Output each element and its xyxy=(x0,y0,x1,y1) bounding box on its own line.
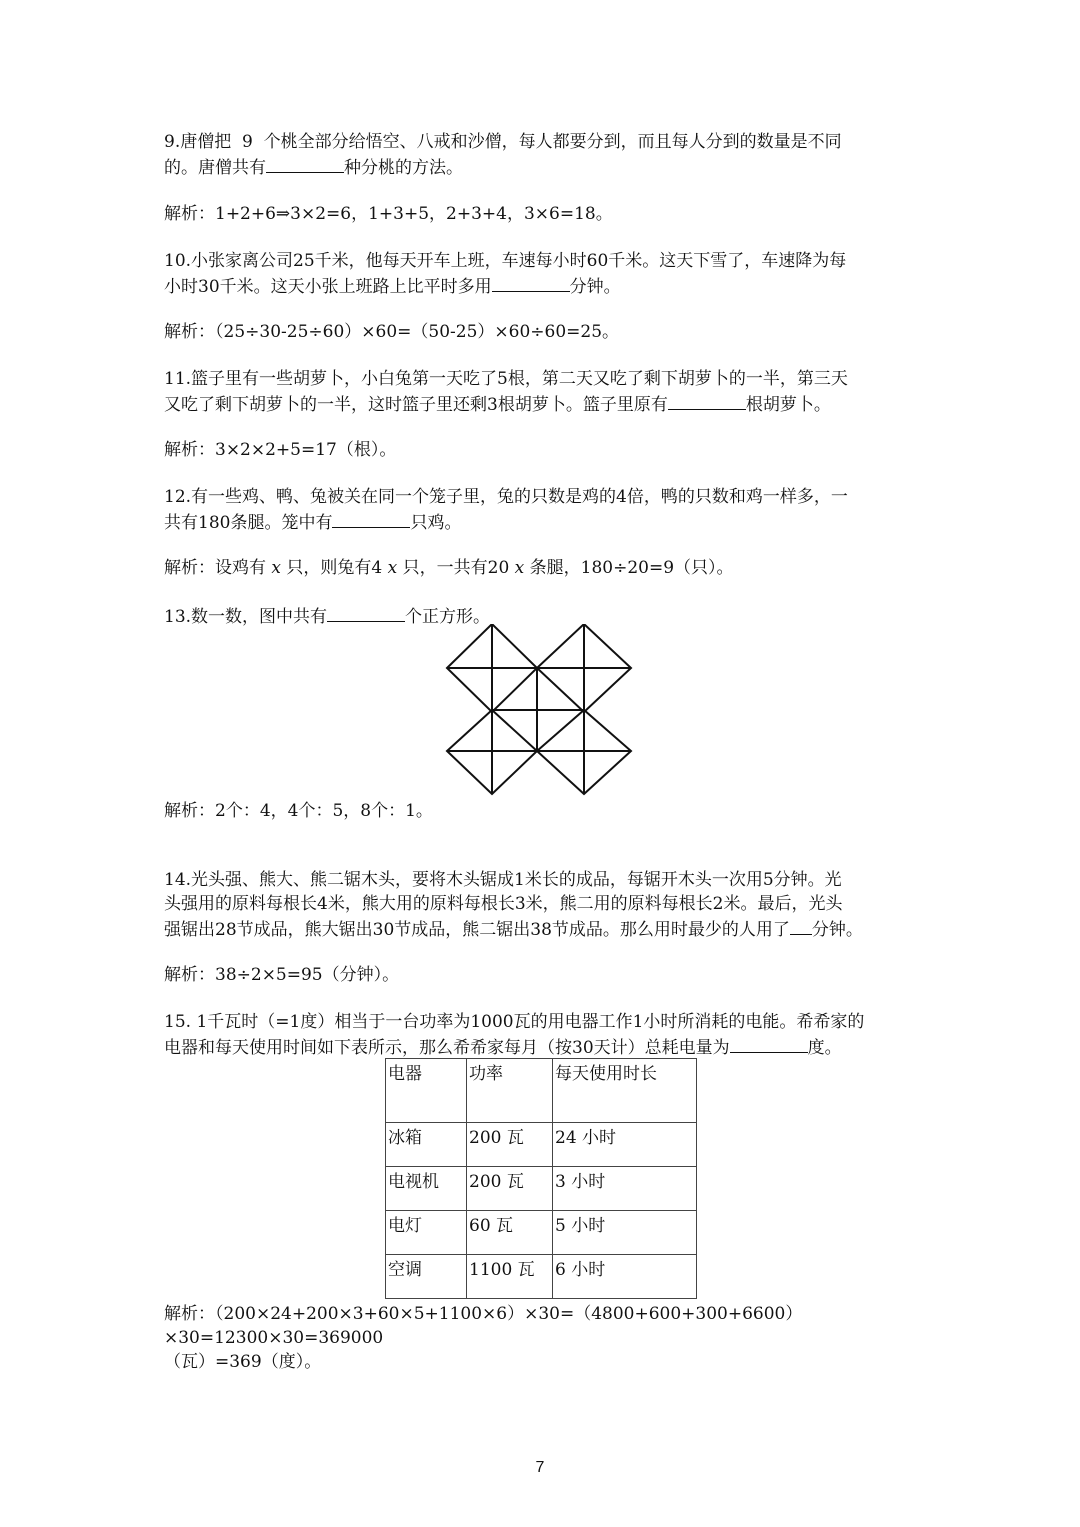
answer-blank xyxy=(668,391,746,410)
table-cell: 空调 xyxy=(386,1255,467,1299)
page-number: 7 xyxy=(535,1459,545,1476)
header-cell: 电器 xyxy=(386,1059,467,1123)
table-row xyxy=(386,1167,697,1211)
answer-blank xyxy=(492,273,570,292)
appliance-table xyxy=(385,1058,697,1299)
table-cell: 24 小时 xyxy=(553,1123,697,1167)
question-14-line3a: 强锯出28节成品，熊大锯出30节成品，熊二锯出38节成品。那么用时最少的人用了 xyxy=(164,920,790,940)
table-row xyxy=(386,1255,697,1299)
header-cell: 每天使用时长 xyxy=(553,1059,697,1123)
question-15-line1: 15. 1千瓦时（=1度）相当于一台功率为1000瓦的用电器工作1小时所消耗的电能。希希家的 xyxy=(164,1012,865,1032)
table-cell: 1100 瓦 xyxy=(467,1255,553,1299)
question-14-line1: 14.光头强、熊大、熊二锯木头，要将木头锯成1米长的成品，每锯开木头一次用5分钟。光 xyxy=(164,870,842,890)
answer-blank xyxy=(332,509,410,528)
question-11 xyxy=(164,367,920,417)
variable-x: x xyxy=(271,558,281,578)
question-10-line1: 10.小张家离公司25千米，他每天开车上班，车速每小时60千米。这天下雪了，车速降为每 xyxy=(164,251,847,271)
table-cell: 3 小时 xyxy=(553,1167,697,1211)
answer-blank xyxy=(266,154,344,173)
question-9-line1: 9.唐僧把 9 个桃全部分给悟空、八戒和沙僧，每人都要分到，而且每人分到的数量是不同 xyxy=(164,132,842,152)
analysis-15-line1: 解析：（200×24+200×3+60×5+1100×6）×30=（4800+600+300+6600）×30=12300×30=369000 xyxy=(164,1304,803,1348)
analysis-14: 解析：38÷2×5=95（分钟）。 xyxy=(164,965,400,985)
table-cell: 电视机 xyxy=(386,1167,467,1211)
table-cell: 6 小时 xyxy=(553,1255,697,1299)
table-cell: 200 瓦 xyxy=(467,1123,553,1167)
question-14 xyxy=(164,868,920,942)
analysis-12-part: 只，一共有20 xyxy=(397,558,515,578)
analysis-15 xyxy=(164,1302,934,1374)
question-10-line2b: 分钟。 xyxy=(569,277,621,297)
analysis-12 xyxy=(164,556,920,580)
question-15-line2a: 电器和每天使用时间如下表所示，那么希希家每月（按30天计）总耗电量为 xyxy=(164,1038,730,1058)
answer-blank xyxy=(730,1034,808,1053)
question-9-line2a: 的。唐僧共有 xyxy=(164,158,266,178)
question-15-line2b: 度。 xyxy=(807,1038,842,1058)
analysis-11: 解析：3×2×2+5=17（根）。 xyxy=(164,440,397,460)
question-11-line2b: 根胡萝卜。 xyxy=(745,395,831,415)
table-cell: 电灯 xyxy=(386,1211,467,1255)
table-cell: 200 瓦 xyxy=(467,1167,553,1211)
table-cell: 5 小时 xyxy=(553,1211,697,1255)
question-9 xyxy=(164,130,920,180)
analysis-10: 解析：（25÷30-25÷60）×60=（50-25）×60÷60=25。 xyxy=(164,322,620,342)
question-12 xyxy=(164,485,920,535)
question-11-line2a: 又吃了剩下胡萝卜的一半，这时篮子里还剩3根胡萝卜。篮子里原有 xyxy=(164,395,668,415)
question-10 xyxy=(164,249,920,299)
question-9-line2b: 种分桃的方法。 xyxy=(344,158,463,178)
question-13-text-end: 个正方形。 xyxy=(405,607,491,627)
question-12-line2a: 共有180条腿。笼中有 xyxy=(164,513,333,533)
header-cell: 功率 xyxy=(467,1059,553,1123)
table-row xyxy=(386,1123,697,1167)
answer-blank xyxy=(790,916,812,935)
analysis-13: 解析：2个：4，4个：5，8个：1。 xyxy=(164,801,433,821)
question-12-line2b: 只鸡。 xyxy=(410,513,462,533)
question-12-line1: 12.有一些鸡、鸭、兔被关在同一个笼子里，兔的只数是鸡的4倍，鸭的只数和鸡一样多，一 xyxy=(164,487,848,507)
question-14-line2: 头强用的原料每根长4米，熊大用的原料每根长3米，熊二用的原料每根长2米。最后，光头 xyxy=(164,894,843,914)
question-14-line3b: 分钟。 xyxy=(811,920,863,940)
analysis-12-part: 条腿，180÷20=9（只）。 xyxy=(524,558,734,578)
analysis-9: 解析：1+2+6⇒3×2=6，1+3+5，2+3+4，3×6=18。 xyxy=(164,204,613,224)
analysis-12-part: 解析：设鸡有 xyxy=(164,558,272,578)
question-15 xyxy=(164,1010,920,1060)
table-row xyxy=(386,1211,697,1255)
analysis-12-part: 只，则兔有4 xyxy=(281,558,388,578)
analysis-15-line2: （瓦）=369（度）。 xyxy=(164,1352,322,1372)
variable-x: x xyxy=(387,558,398,578)
table-header-row xyxy=(386,1059,697,1123)
table-cell: 冰箱 xyxy=(386,1123,467,1167)
question-13-text: 13.数一数，图中共有 xyxy=(164,607,328,627)
question-11-line1: 11.篮子里有一些胡萝卜，小白兔第一天吃了5根，第二天又吃了剩下胡萝卜的一半，第三天 xyxy=(164,369,848,389)
answer-blank xyxy=(327,603,405,622)
variable-x: x xyxy=(514,558,525,578)
squares-figure xyxy=(440,624,640,800)
table-cell: 60 瓦 xyxy=(467,1211,553,1255)
question-10-line2a: 小时30千米。这天小张上班路上比平时多用 xyxy=(164,277,492,297)
